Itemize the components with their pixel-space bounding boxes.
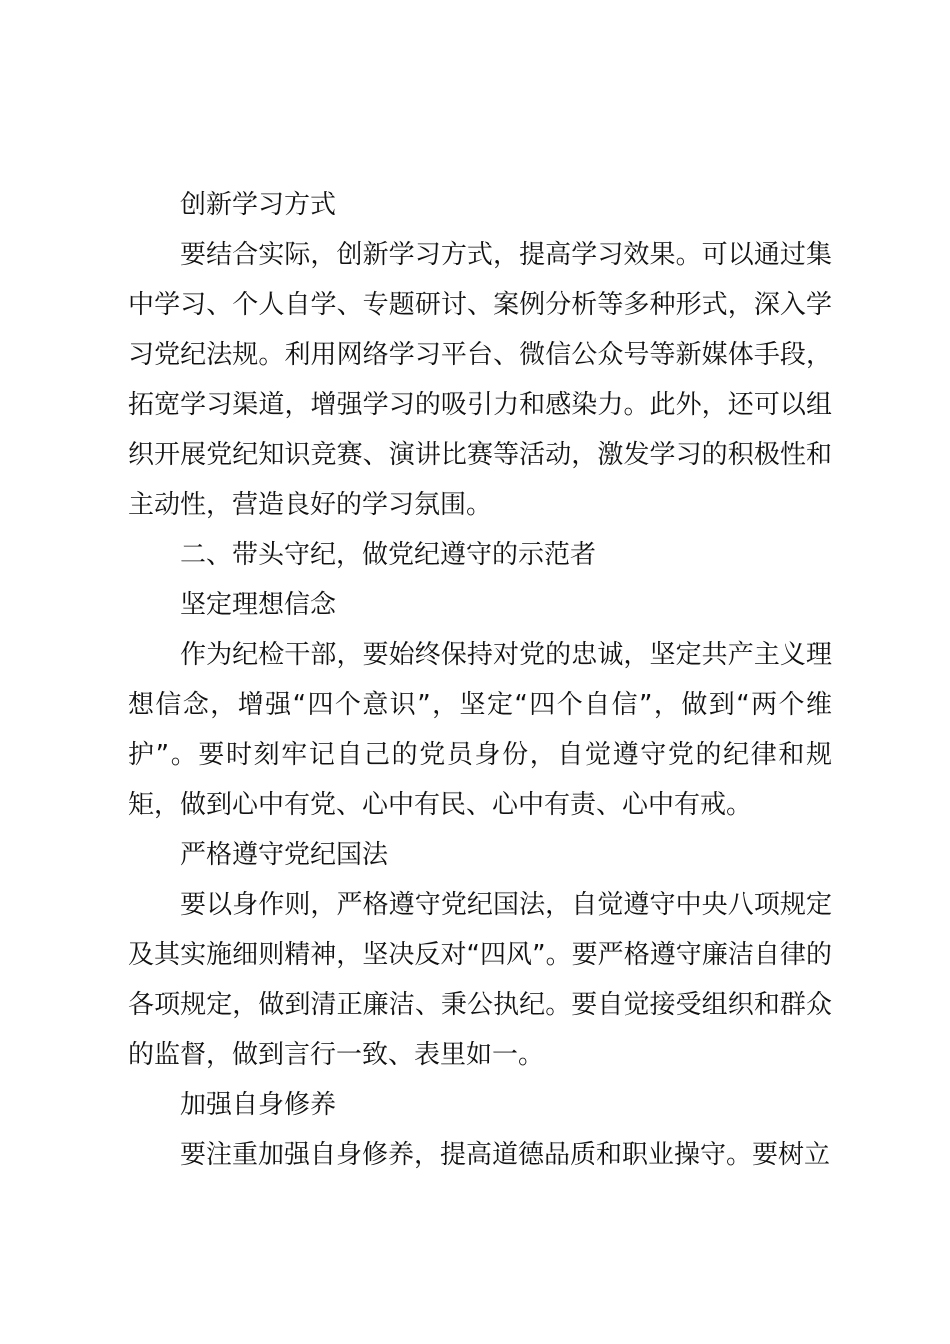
paragraph-obey-law: 要以身作则，严格遵守党纪国法，自觉遵守中央八项规定及其实施细则精神，坚决反对“四风”。要严格遵守廉洁自律的各项规定，做到清正廉洁、秉公执纪。要自觉接受组织和群众的监督，做到言行一致、表里如一。 — [128, 890, 832, 1070]
paragraph-self-cultivation: 要注重加强自身修养，提高道德品质和职业操守。要树立 — [180, 1140, 831, 1170]
section-heading-self-cultivation: 加强自身修养 — [180, 1090, 337, 1120]
chapter-heading-lead-discipline: 二、带头守纪，做党纪遵守的示范者 — [180, 540, 597, 570]
section-heading-firm-ideals: 坚定理想信念 — [180, 590, 337, 620]
paragraph-innovate-learning: 要结合实际，创新学习方式，提高学习效果。可以通过集中学习、个人自学、专题研讨、案例分析等多种形式，深入学习党纪法规。利用网络学习平台、微信公众号等新媒体手段，拓宽学习渠道，增强学习的吸引力和感染力。此外，还可以组织开展党纪知识竞赛、演讲比赛等活动，激发学习的积极性和主动性，营造良好的学习氛围。 — [128, 240, 832, 520]
section-heading-innovate-learning: 创新学习方式 — [180, 190, 337, 220]
paragraph-firm-ideals: 作为纪检干部，要始终保持对党的忠诚，坚定共产主义理想信念，增强“四个意识”，坚定“四个自信”，做到“两个维护”。要时刻牢记自己的党员身份，自觉遵守党的纪律和规矩，做到心中有党、心中有民、心中有责、心中有戒。 — [128, 640, 832, 820]
document-body — [128, 180, 832, 1180]
section-heading-obey-law: 严格遵守党纪国法 — [180, 840, 389, 870]
